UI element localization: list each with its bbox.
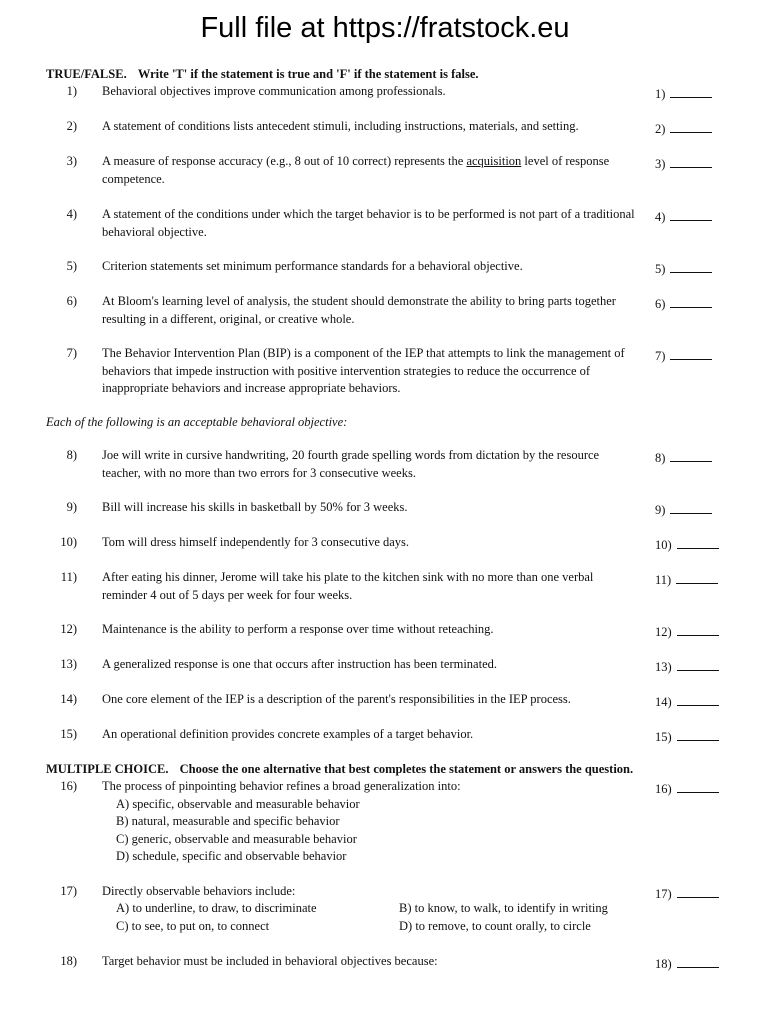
question-text: A measure of response accuracy (e.g., 8 out of 10 correct) represents the acquisition level of response competence.	[102, 154, 610, 186]
question-number: 17)	[60, 884, 77, 898]
mc-heading: MULTIPLE CHOICE.	[46, 762, 169, 776]
question-text: A statement of conditions lists antecedent stimuli, including instructions, materials, and setting.	[102, 119, 579, 133]
answer-blank[interactable]: 16)	[655, 778, 725, 799]
question-text: One core element of the IEP is a description of the parent's responsibilities in the IEP process.	[102, 692, 571, 706]
answer-blank[interactable]: 9)	[655, 499, 725, 520]
tf-heading: TRUE/FALSE.	[46, 67, 127, 81]
answer-blank[interactable]: 1)	[655, 83, 725, 104]
question-number: 11)	[60, 570, 77, 584]
option-a[interactable]: A) specific, observable and measurable behavior	[116, 797, 360, 811]
question-text: Joe will write in cursive handwriting, 20 fourth grade spelling words from dictation by the resource teacher, with no more than two errors for 3 consecutive weeks.	[102, 448, 600, 480]
question-number: 1)	[66, 84, 77, 98]
question-text: Bill will increase his skills in basketball by 50% for 3 weeks.	[102, 500, 408, 514]
answer-blank[interactable]: 8)	[655, 447, 725, 468]
question-text: The Behavior Intervention Plan (BIP) is a component of the IEP that attempts to link the management of behaviors that impede instruction with positive intervention strategies to reduce the occurrence of inappropriate behaviors and increase appropriate behaviors.	[102, 346, 625, 395]
watermark-banner: Full file at https://fratstock.eu	[200, 12, 570, 44]
answer-blank[interactable]: 6)	[655, 293, 725, 314]
underlined-term: acquisition	[466, 154, 522, 168]
answer-blank[interactable]: 7)	[655, 345, 725, 366]
question-text: Target behavior must be included in behavioral objectives because:	[102, 954, 438, 968]
option-d[interactable]: D) to remove, to count orally, to circle	[399, 919, 591, 933]
option-b[interactable]: B) to know, to walk, to identify in writing	[399, 901, 608, 915]
answer-blank[interactable]: 10)	[655, 534, 725, 555]
question-number: 18)	[60, 954, 77, 968]
question-number: 7)	[66, 346, 77, 360]
question-text: A statement of the conditions under which the target behavior is to be performed is not part of a traditional behavioral objective.	[102, 207, 635, 239]
italic-subheading: Each of the following is an acceptable behavioral objective:	[46, 415, 348, 429]
option-d[interactable]: D) schedule, specific and observable behavior	[116, 849, 347, 863]
question-number: 4)	[66, 207, 77, 221]
question-number: 8)	[66, 448, 77, 462]
question-number: 3)	[66, 154, 77, 168]
option-c[interactable]: C) to see, to put on, to connect	[116, 919, 270, 933]
question-text: An operational definition provides concrete examples of a target behavior.	[102, 727, 474, 741]
answer-blank[interactable]: 18)	[655, 953, 725, 974]
question-text: A generalized response is one that occurs after instruction has been terminated.	[102, 657, 497, 671]
question-text: Tom will dress himself independently for 3 consecutive days.	[102, 535, 410, 549]
answer-blank[interactable]: 4)	[655, 206, 725, 227]
option-a[interactable]: A) to underline, to draw, to discriminate	[116, 901, 317, 915]
question-text: Criterion statements set minimum performance standards for a behavioral objective.	[102, 259, 523, 273]
question-number: 10)	[60, 535, 77, 549]
answer-blank[interactable]: 13)	[655, 656, 725, 677]
question-number: 5)	[66, 259, 77, 273]
tf-instruction: Write 'T' if the statement is true and 'F' if the statement is false.	[137, 67, 479, 81]
answer-blank[interactable]: 5)	[655, 258, 725, 279]
mc-section-heading	[46, 761, 726, 779]
question-number: 9)	[66, 500, 77, 514]
question-text: At Bloom's learning level of analysis, the student should demonstrate the ability to bring parts together resulting in a different, original, or creative whole.	[102, 294, 616, 326]
question-text: Maintenance is the ability to perform a response over time without reteaching.	[102, 622, 494, 636]
question-number: 13)	[60, 657, 77, 671]
question-number: 6)	[66, 294, 77, 308]
mc-instruction: Choose the one alternative that best completes the statement or answers the question.	[179, 762, 634, 776]
question-number: 2)	[66, 119, 77, 133]
answer-blank[interactable]: 15)	[655, 726, 725, 747]
answer-blank[interactable]: 12)	[655, 621, 725, 642]
question-number: 16)	[60, 779, 77, 793]
answer-blank[interactable]: 17)	[655, 883, 725, 904]
answer-blank[interactable]: 14)	[655, 691, 725, 712]
question-text: Behavioral objectives improve communication among professionals.	[102, 84, 446, 98]
question-text: After eating his dinner, Jerome will take his plate to the kitchen sink with no more than one verbal reminder 4 out of 5 days per week for four weeks.	[102, 570, 594, 602]
question-number: 15)	[60, 727, 77, 741]
option-b[interactable]: B) natural, measurable and specific behavior	[116, 814, 340, 828]
answer-blank[interactable]: 11)	[655, 569, 725, 590]
answer-blank[interactable]: 3)	[655, 153, 725, 174]
question-number: 14)	[60, 692, 77, 706]
question-text: The process of pinpointing behavior refines a broad generalization into:	[102, 779, 461, 793]
tf-section-heading	[46, 66, 726, 84]
question-text: Directly observable behaviors include:	[102, 884, 296, 898]
question-number: 12)	[60, 622, 77, 636]
option-c[interactable]: C) generic, observable and measurable behavior	[116, 832, 357, 846]
answer-blank[interactable]: 2)	[655, 118, 725, 139]
